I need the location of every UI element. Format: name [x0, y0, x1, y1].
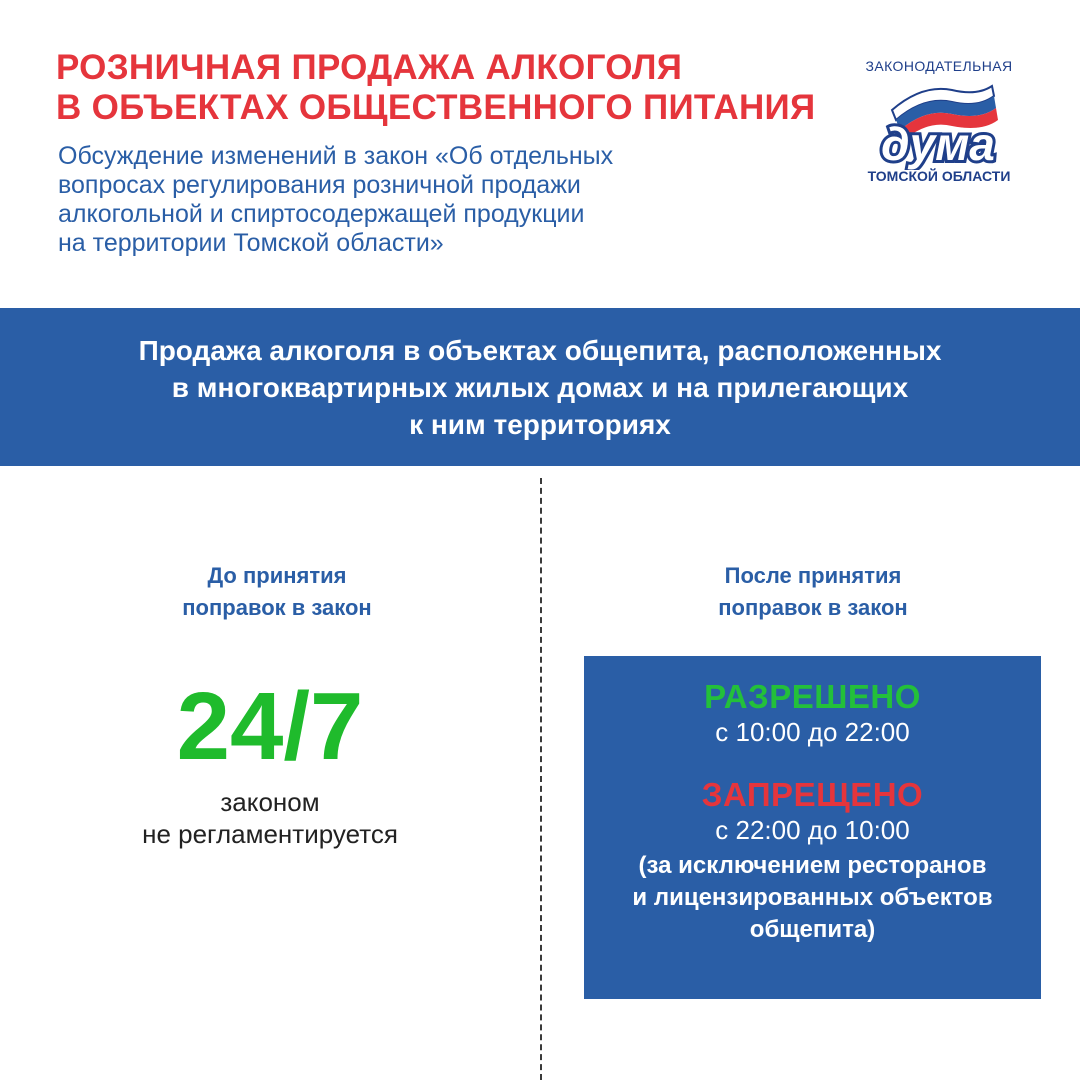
subtitle-line-3: алкогольной и спиртосодержащей продукции — [58, 200, 585, 228]
logo-word: дума — [881, 118, 995, 170]
denied-label: ЗАПРЕЩЕНО — [701, 776, 924, 813]
before-big-value: 24/7 — [176, 673, 364, 780]
flag-icon — [852, 80, 1024, 170]
column-divider — [540, 478, 542, 1080]
exception-line-2: и лицензированных объектов — [632, 884, 993, 911]
title-line-1: РОЗНИЧНАЯ ПРОДАЖА АЛКОГОЛЯ — [56, 48, 683, 87]
subtitle-line-2: вопросах регулирования розничной продажи — [58, 171, 581, 199]
page-subtitle — [58, 142, 738, 258]
before-note-line-1: законом — [220, 787, 320, 817]
banner-line-3: к ним территориях — [409, 408, 671, 440]
after-heading — [613, 560, 1013, 624]
after-heading-line-1: После принятия — [724, 563, 902, 588]
page-title — [56, 48, 815, 128]
before-note-line-2: не регламентируется — [142, 819, 398, 849]
banner-line-1: Продажа алкоголя в объектах общепита, расположенных — [138, 334, 942, 366]
banner-line-2: в многоквартирных жилых домах и на прилегающих — [171, 371, 909, 403]
logo-top-text: ЗАКОНОДАТЕЛЬНАЯ — [865, 58, 1013, 74]
before-heading-line-1: До принятия — [207, 563, 347, 588]
before-heading-line-2: поправок в закон — [182, 595, 372, 620]
exception-note — [584, 850, 1041, 946]
exception-line-1: (за исключением ресторанов — [638, 852, 987, 879]
before-heading — [77, 560, 477, 624]
denied-time: с 22:00 до 10:00 — [715, 815, 910, 845]
title-line-2: В ОБЪЕКТАХ ОБЩЕСТВЕННОГО ПИТАНИЯ — [56, 88, 816, 127]
subtitle-line-1: Обсуждение изменений в закон «Об отдельных — [58, 142, 614, 170]
subtitle-line-4: на территории Томской области» — [58, 229, 444, 257]
after-heading-line-2: поправок в закон — [718, 595, 908, 620]
logo-bottom-text: ТОМСКОЙ ОБЛАСТИ — [867, 168, 1011, 184]
allowed-time: с 10:00 до 22:00 — [715, 717, 910, 747]
topic-banner — [0, 308, 1080, 466]
after-rules-box — [584, 656, 1041, 999]
before-note — [70, 786, 470, 850]
allowed-label: РАЗРЕШЕНО — [704, 678, 921, 715]
exception-line-3: общепита) — [749, 916, 876, 943]
duma-logo — [848, 58, 1028, 188]
